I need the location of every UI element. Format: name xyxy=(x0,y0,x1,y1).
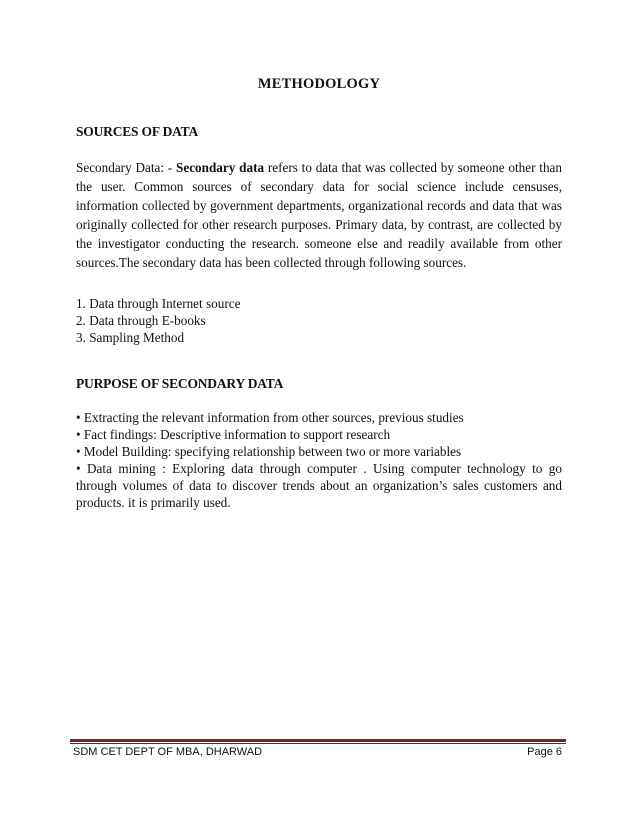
footer-page-number: Page 6 xyxy=(527,746,562,758)
purpose-heading: PURPOSE OF SECONDARY DATA xyxy=(76,376,284,391)
list-item: • Data mining : Exploring data through computer . Using computer technology to go through volumes of data to discover trends about an organization’s sales customers and products. it is primarily used. xyxy=(76,461,562,510)
list-item: • Extracting the relevant information from other sources, previous studies xyxy=(76,410,464,425)
para-rest: refers to data that was collected by someone other than the user. Common sources of secondary data for social science include censuses, information collected by government departments, organizational records and data that was originally collected for other research purposes. Primary data, by contrast, are collected by the investigator conducting the research. someone else and readily available from other sources.The secondary data has been collected through following sources. xyxy=(76,160,562,270)
list-item: 2. Data through E-books xyxy=(76,313,206,328)
page-title: METHODOLOGY xyxy=(257,76,381,92)
sources-heading: SOURCES OF DATA xyxy=(76,124,199,139)
sources-list xyxy=(76,295,562,346)
para-bold-term: Secondary data xyxy=(176,160,265,175)
list-item: • Fact findings: Descriptive information to support research xyxy=(76,427,391,442)
footer-rule-thin xyxy=(70,743,566,744)
list-item: 1. Data through Internet source xyxy=(76,296,241,311)
footer-rule-thick xyxy=(70,739,566,742)
purpose-list xyxy=(76,409,562,511)
footer-institution: SDM CET DEPT OF MBA, DHARWAD xyxy=(73,746,263,758)
para-lead: Secondary Data: - xyxy=(76,160,176,175)
list-item: 3. Sampling Method xyxy=(76,330,185,345)
list-item: • Model Building: specifying relationship between two or more variables xyxy=(76,444,462,459)
sources-paragraph xyxy=(76,158,562,272)
